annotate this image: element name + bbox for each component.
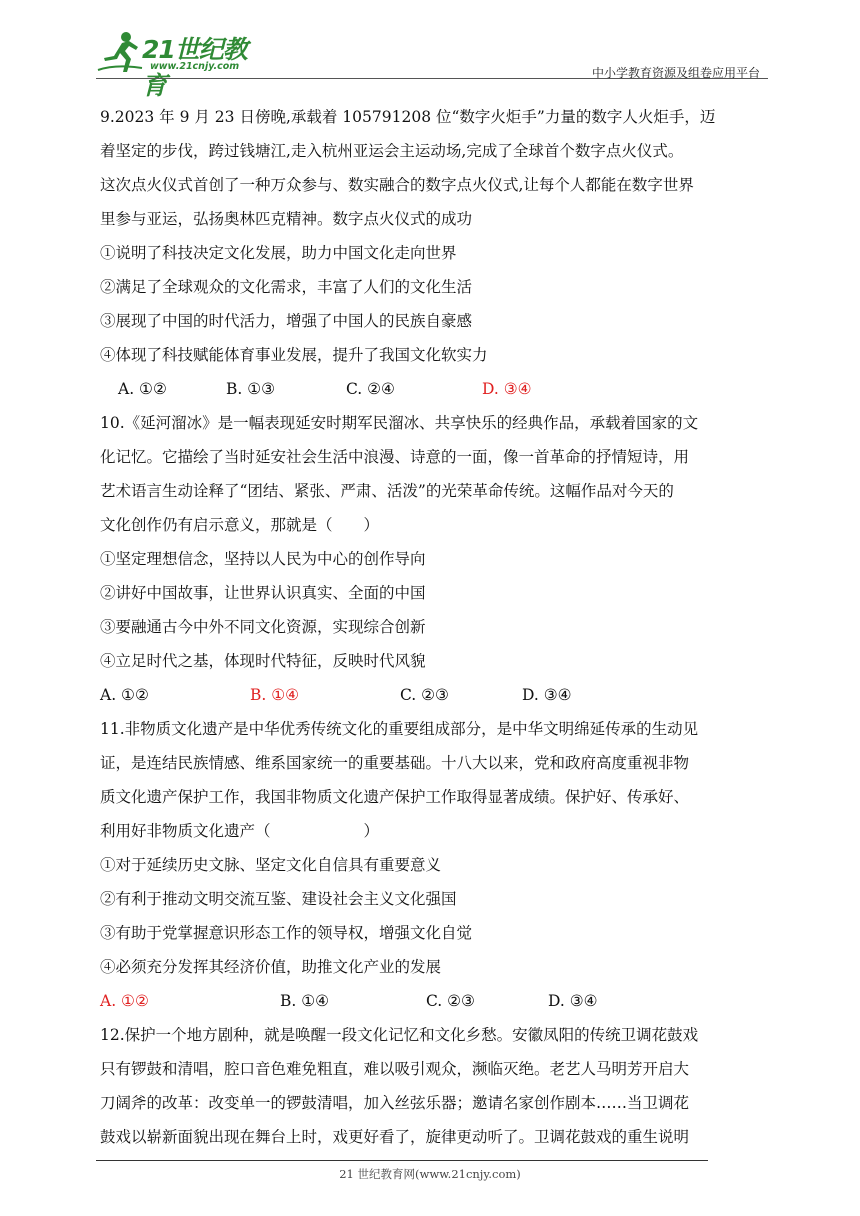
question-line: 化记忆。它描绘了当时延安社会生活中浪漫、诗意的一面，像一首革命的抒情短诗，用 — [100, 448, 690, 466]
question-line: 刀阔斧的改革：改变单一的锣鼓清唱，加入丝弦乐器；邀请名家创作剧本……当卫调花 — [100, 1094, 690, 1112]
statement-3: ③有助于党掌握意识形态工作的领导权，增强文化自觉 — [100, 924, 473, 942]
option-b: B. ①④ — [280, 992, 330, 1010]
question-line: 12.保护一个地方剧种，就是唤醒一段文化记忆和文化乡愁。安徽凤阳的传统卫调花鼓戏 — [100, 1026, 699, 1044]
options-row — [100, 678, 770, 712]
logo-text: 21世纪教育 — [142, 35, 247, 100]
page-footer: 21 世纪教育网(www.21cnjy.com) — [339, 1167, 521, 1181]
logo-url: www.21cnjy.com — [150, 61, 240, 72]
option-b: B. ①③ — [226, 380, 276, 398]
statement-4: ④必须充分发挥其经济价值，助推文化产业的发展 — [100, 958, 442, 976]
question-12 — [100, 1018, 770, 1154]
statement-1: ①坚定理想信念，坚持以人民为中心的创作导向 — [100, 550, 426, 568]
question-11 — [100, 712, 770, 1018]
statement-2: ②满足了全球观众的文化需求，丰富了人们的文化生活 — [100, 278, 473, 296]
platform-name: 中小学教育资源及组卷应用平台 — [591, 66, 760, 80]
question-line: 10.《延河溜冰》是一幅表现延安时期军民溜冰、共享快乐的经典作品，承载着国家的文 — [100, 414, 699, 432]
question-line: 文化创作仍有启示意义，那就是（ ） — [100, 516, 380, 534]
option-a: A. ①② — [100, 686, 149, 704]
site-logo — [96, 28, 266, 100]
question-line: 11.非物质文化遗产是中华优秀传统文化的重要组成部分，是中华文明绵延传承的生动见 — [100, 720, 699, 738]
question-10 — [100, 406, 770, 712]
runner-logo-icon — [96, 28, 144, 76]
statement-2: ②有利于推动文明交流互鉴、建设社会主义文化强国 — [100, 890, 457, 908]
option-c: C. ②③ — [400, 686, 449, 704]
statement-3: ③展现了中国的时代活力，增强了中国人的民族自豪感 — [100, 312, 473, 330]
statement-4: ④立足时代之基，体现时代特征，反映时代风貌 — [100, 652, 426, 670]
question-line: 只有锣鼓和清唱，腔口音色难免粗直，难以吸引观众，濒临灭绝。老艺人马明芳开启大 — [100, 1060, 690, 1078]
options-row — [100, 984, 770, 1018]
option-d: D. ③④ — [522, 686, 572, 704]
question-line: 这次点火仪式首创了一种万众参与、数实融合的数字点火仪式,让每个人都能在数字世界 — [100, 176, 694, 194]
header-divider — [96, 78, 768, 79]
question-9 — [100, 100, 770, 406]
option-d: D. ③④ — [548, 992, 598, 1010]
statement-2: ②讲好中国故事，让世界认识真实、全面的中国 — [100, 584, 426, 602]
option-c: C. ②③ — [426, 992, 475, 1010]
question-line: 着坚定的步伐，跨过钱塘江,走入杭州亚运会主运动场,完成了全球首个数字点火仪式。 — [100, 142, 684, 160]
option-a-answer: A. ①② — [100, 992, 149, 1010]
statement-3: ③要融通古今中外不同文化资源，实现综合创新 — [100, 618, 426, 636]
question-line: 里参与亚运，弘扬奥林匹克精神。数字点火仪式的成功 — [100, 210, 473, 228]
question-line: 9.2023 年 9 月 23 日傍晚,承载着 105791208 位“数字火炬手”力量的数字人火炬手，迈 — [100, 108, 716, 126]
question-line: 质文化遗产保护工作，我国非物质文化遗产保护工作取得显著成绩。保护好、传承好、 — [100, 788, 690, 806]
statement-1: ①说明了科技决定文化发展，助力中国文化走向世界 — [100, 244, 457, 262]
option-b-answer: B. ①④ — [250, 686, 300, 704]
option-d-answer: D. ③④ — [482, 380, 532, 398]
question-content — [100, 100, 770, 1154]
page-header — [96, 28, 768, 100]
question-line: 证，是连结民族情感、维系国家统一的重要基础。十八大以来，党和政府高度重视非物 — [100, 754, 690, 772]
option-a: A. ①② — [118, 380, 167, 398]
options-row — [100, 372, 770, 406]
footer-divider — [96, 1160, 708, 1161]
statement-4: ④体现了科技赋能体育事业发展，提升了我国文化软实力 — [100, 346, 488, 364]
statement-1: ①对于延续历史文脉、坚定文化自信具有重要意义 — [100, 856, 442, 874]
option-c: C. ②④ — [346, 380, 395, 398]
question-line: 鼓戏以崭新面貌出现在舞台上时，戏更好看了，旋律更动听了。卫调花鼓戏的重生说明 — [100, 1128, 690, 1146]
question-line: 艺术语言生动诠释了“团结、紧张、严肃、活泼”的光荣革命传统。这幅作品对今天的 — [100, 482, 674, 500]
question-line: 利用好非物质文化遗产（ ） — [100, 822, 380, 840]
